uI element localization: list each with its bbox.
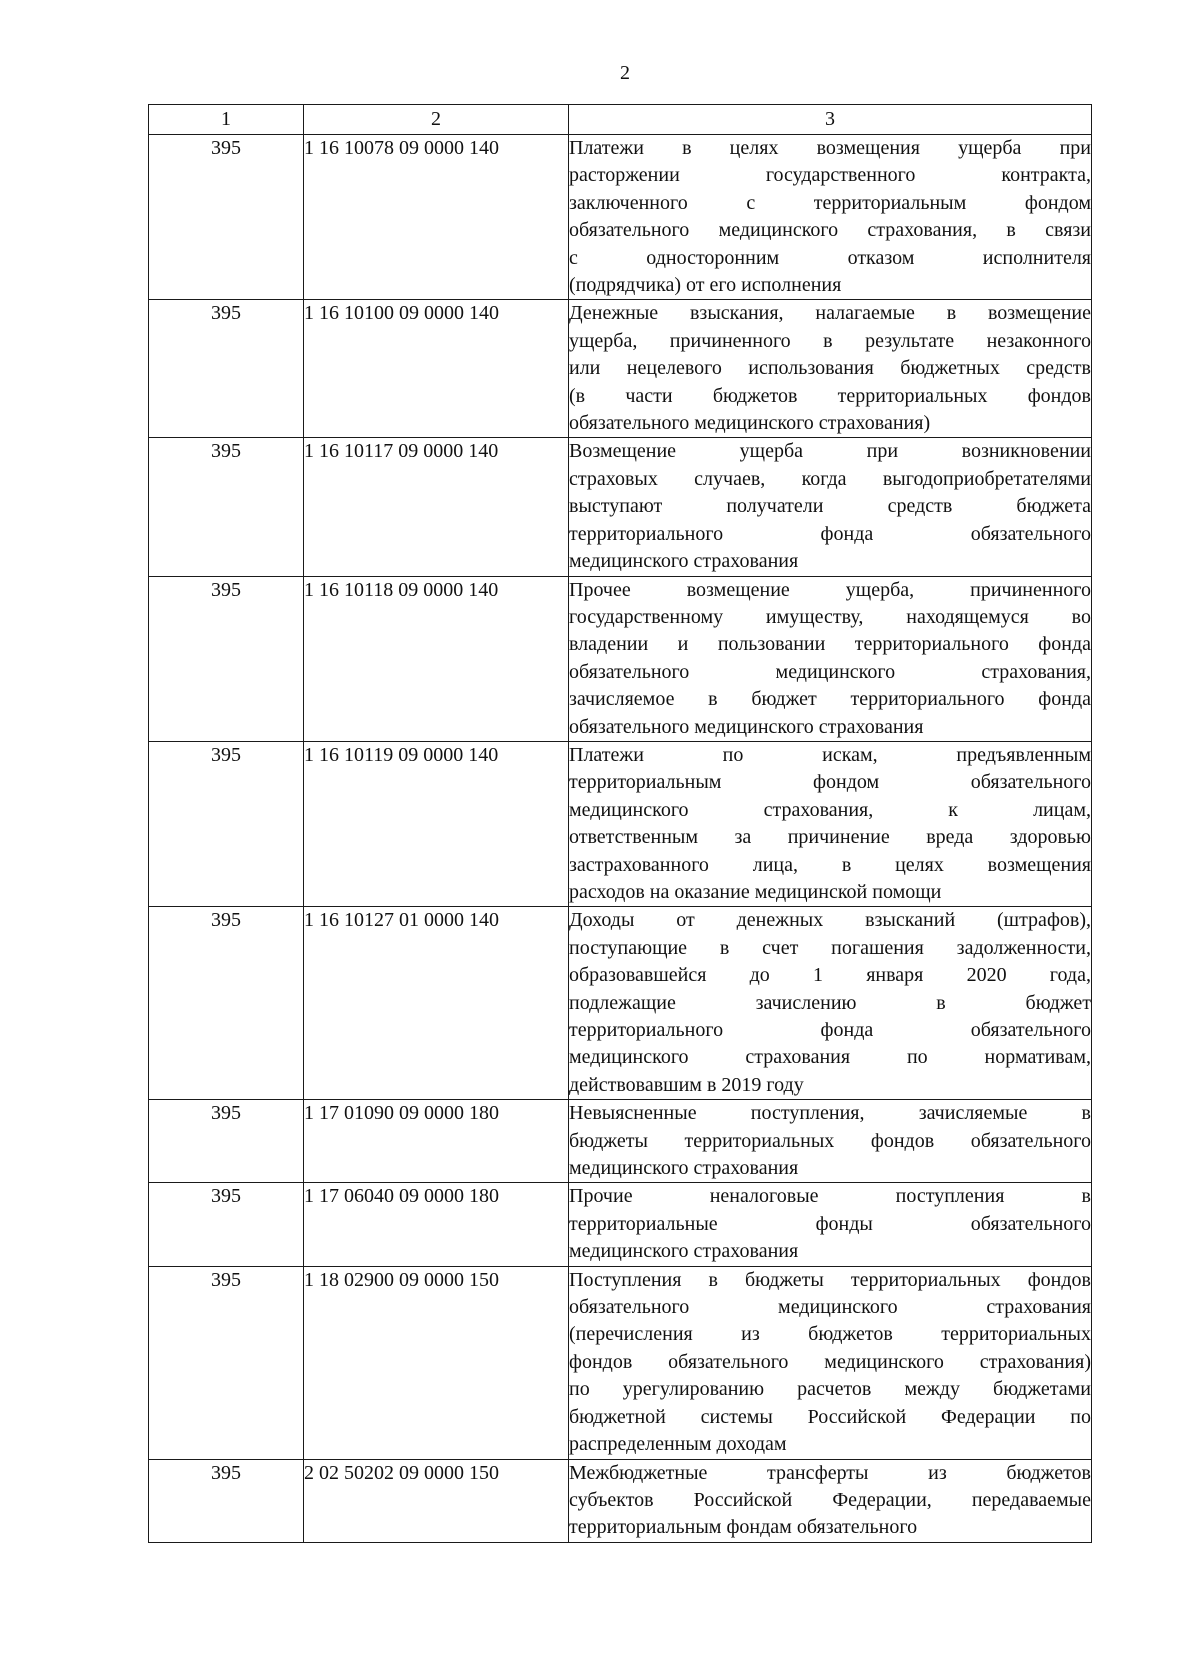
description-line: Доходы от денежных взысканий (штрафов), <box>569 909 1091 932</box>
chapter-code-cell: 395 <box>149 1459 304 1542</box>
description-line: территориальные фонды обязательного <box>569 1212 1091 1235</box>
description-line: ответственным за причинение вреда здоровью <box>569 826 1091 849</box>
description-line: поступающие в счет погашения задолженности, <box>569 936 1091 959</box>
description-line: медицинского страхования <box>569 1240 799 1263</box>
page-number: 2 <box>620 62 630 84</box>
budget-codes-table <box>148 104 1092 1543</box>
description-line: владении и пользовании территориального фонда <box>569 633 1091 656</box>
budget-classification-code-cell: 1 16 10127 01 0000 140 <box>304 907 569 1100</box>
description-line: заключенного с территориальным фондом <box>569 191 1091 214</box>
table-row <box>149 1183 1092 1266</box>
table-body <box>149 135 1092 1543</box>
description-line: медицинского страхования <box>569 1157 799 1180</box>
description-line: Денежные взыскания, налагаемые в возмещение <box>569 302 1091 325</box>
chapter-code-cell: 395 <box>149 741 304 906</box>
header-col-3: 3 <box>569 105 1092 135</box>
description-line: фондов обязательного медицинского страхования) <box>569 1350 1091 1373</box>
budget-classification-code-cell: 1 16 10117 09 0000 140 <box>304 438 569 576</box>
header-col-2: 2 <box>304 105 569 135</box>
description-line: застрахованного лица, в целях возмещения <box>569 853 1091 876</box>
description-line: действовавшим в 2019 году <box>569 1073 804 1096</box>
description-line: (подрядчика) от его исполнения <box>569 274 842 297</box>
description-line: Платежи в целях возмещения ущерба при <box>569 137 1091 159</box>
budget-classification-code-cell: 1 17 06040 09 0000 180 <box>304 1183 569 1266</box>
table-row <box>149 135 1092 300</box>
income-description-cell <box>569 1183 1092 1266</box>
budget-classification-code-cell: 1 16 10100 09 0000 140 <box>304 300 569 438</box>
description-line: государственному имуществу, находящемуся во <box>569 605 1091 628</box>
description-line: территориальным фондам обязательного <box>569 1516 918 1539</box>
table-row <box>149 1459 1092 1542</box>
description-line: Прочее возмещение ущерба, причиненного <box>569 578 1091 601</box>
budget-classification-code-cell: 1 18 02900 09 0000 150 <box>304 1266 569 1459</box>
description-line: или нецелевого использования бюджетных средств <box>569 357 1091 380</box>
table-row <box>149 576 1092 741</box>
description-line: выступают получатели средств бюджета <box>569 495 1091 518</box>
budget-classification-code-cell: 1 16 10078 09 0000 140 <box>304 135 569 300</box>
income-description-cell <box>569 576 1092 741</box>
chapter-code-cell: 395 <box>149 135 304 300</box>
description-line: обязательного медицинского страхования, в связи <box>569 219 1091 242</box>
income-description-cell <box>569 1266 1092 1459</box>
description-line: Возмещение ущерба при возникновении <box>569 440 1091 463</box>
income-description-cell <box>569 907 1092 1100</box>
description-line: медицинского страхования <box>569 550 799 573</box>
income-description-cell <box>569 300 1092 438</box>
description-line: территориального фонда обязательного <box>569 1019 1091 1041</box>
chapter-code-cell: 395 <box>149 1266 304 1459</box>
description-line: с односторонним отказом исполнителя <box>569 246 1091 269</box>
budget-classification-code-cell: 1 16 10118 09 0000 140 <box>304 576 569 741</box>
income-description-cell <box>569 438 1092 576</box>
description-line: бюджетной системы Российской Федерации по <box>569 1405 1091 1428</box>
description-line: распределенным доходам <box>569 1433 787 1456</box>
description-line: расходов на оказание медицинской помощи <box>569 880 942 903</box>
chapter-code-cell: 395 <box>149 300 304 438</box>
description-line: подлежащие зачислению в бюджет <box>569 991 1091 1014</box>
income-description-cell <box>569 1459 1092 1542</box>
table-header-row <box>149 105 1092 135</box>
table-row <box>149 1266 1092 1459</box>
table-row <box>149 438 1092 576</box>
chapter-code-cell: 395 <box>149 576 304 741</box>
description-line: бюджеты территориальных фондов обязательного <box>569 1129 1091 1152</box>
income-description-cell <box>569 135 1092 300</box>
description-line: зачисляемое в бюджет территориального фонда <box>569 688 1091 711</box>
description-line: медицинского страхования по нормативам, <box>569 1046 1091 1069</box>
description-line: обязательного медицинского страхования, <box>569 660 1091 683</box>
income-description-cell <box>569 1100 1092 1183</box>
description-line: территориального фонда обязательного <box>569 522 1091 545</box>
budget-classification-code-cell: 1 16 10119 09 0000 140 <box>304 741 569 906</box>
description-line: (перечисления из бюджетов территориальных <box>569 1323 1091 1346</box>
chapter-code-cell: 395 <box>149 1100 304 1183</box>
budget-classification-code-cell: 2 02 50202 09 0000 150 <box>304 1459 569 1542</box>
description-line: субъектов Российской Федерации, передаваемые <box>569 1488 1091 1511</box>
description-line: обязательного медицинского страхования) <box>569 412 931 435</box>
table-row <box>149 907 1092 1100</box>
description-line: по урегулированию расчетов между бюджетами <box>569 1378 1091 1401</box>
header-col-1: 1 <box>149 105 304 135</box>
description-line: территориальным фондом обязательного <box>569 771 1091 794</box>
description-line: обязательного медицинского страхования <box>569 715 924 738</box>
description-line: медицинского страхования, к лицам, <box>569 798 1091 821</box>
budget-classification-code-cell: 1 17 01090 09 0000 180 <box>304 1100 569 1183</box>
chapter-code-cell: 395 <box>149 907 304 1100</box>
chapter-code-cell: 395 <box>149 1183 304 1266</box>
description-line: ущерба, причиненного в результате незаконного <box>569 329 1091 352</box>
description-line: расторжении государственного контракта, <box>569 164 1091 187</box>
description-line: обязательного медицинского страхования <box>569 1296 1091 1319</box>
description-line: Невыясненные поступления, зачисляемые в <box>569 1102 1091 1125</box>
description-line: (в части бюджетов территориальных фондов <box>569 384 1091 407</box>
description-line: Межбюджетные трансферты из бюджетов <box>569 1461 1091 1484</box>
description-line: Платежи по искам, предъявленным <box>569 743 1091 766</box>
table-row <box>149 300 1092 438</box>
description-line: Прочие неналоговые поступления в <box>569 1185 1091 1208</box>
description-line: образовавшейся до 1 января 2020 года, <box>569 964 1091 987</box>
description-line: страховых случаев, когда выгодоприобретателями <box>569 467 1091 490</box>
description-line: Поступления в бюджеты территориальных фондов <box>569 1268 1091 1291</box>
table-row <box>149 1100 1092 1183</box>
chapter-code-cell: 395 <box>149 438 304 576</box>
income-description-cell <box>569 741 1092 906</box>
table-row <box>149 741 1092 906</box>
